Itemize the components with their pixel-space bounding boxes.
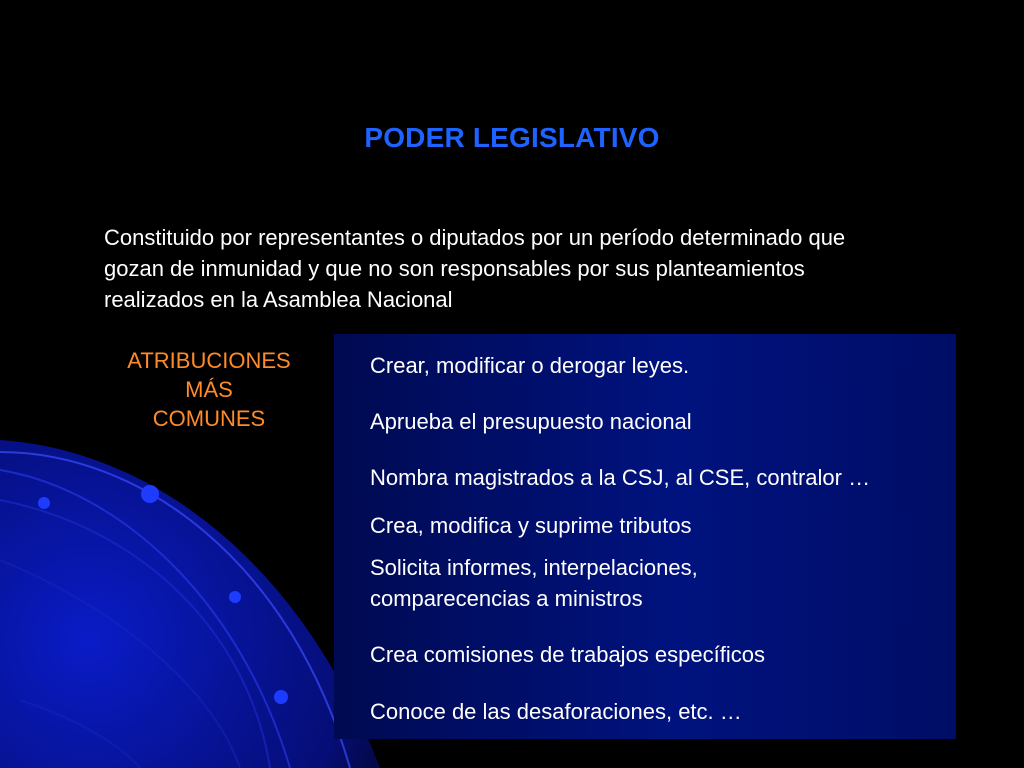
slide-title: PODER LEGISLATIVO bbox=[364, 122, 660, 153]
attribution-item bbox=[370, 406, 692, 437]
attribution-item bbox=[370, 510, 692, 541]
background-dot bbox=[229, 591, 241, 603]
attribution-line: Aprueba el presupuesto nacional bbox=[370, 409, 692, 434]
attribution-item bbox=[370, 552, 698, 614]
intro-line: realizados en la Asamblea Nacional bbox=[104, 287, 453, 312]
attributions-label bbox=[108, 346, 310, 433]
attribution-line: Crea comisiones de trabajos específicos bbox=[370, 642, 765, 667]
attributions-label-line: MÁS bbox=[185, 377, 233, 402]
attributions-label-line: COMUNES bbox=[152, 406, 266, 431]
attribution-item bbox=[370, 696, 742, 727]
attribution-item bbox=[370, 462, 870, 493]
background-dot bbox=[38, 497, 50, 509]
attribution-item bbox=[370, 639, 765, 670]
attribution-line: Crear, modificar o derogar leyes. bbox=[370, 353, 690, 378]
attribution-line: Conoce de las desaforaciones, etc. … bbox=[370, 699, 742, 724]
intro-text bbox=[104, 222, 984, 315]
attribution-line: Solicita informes, interpelaciones, bbox=[370, 555, 698, 580]
attributions-box bbox=[334, 334, 956, 739]
attribution-item bbox=[370, 350, 689, 381]
attribution-line: comparecencias a ministros bbox=[370, 586, 643, 611]
intro-line: Constituido por representantes o diputados por un período determinado que bbox=[104, 225, 846, 250]
attributions-label-line: ATRIBUCIONES bbox=[127, 348, 291, 373]
background-dot bbox=[274, 690, 288, 704]
intro-line: gozan de inmunidad y que no son responsables por sus planteamientos bbox=[104, 256, 805, 281]
attribution-line: Nombra magistrados a la CSJ, al CSE, contralor … bbox=[370, 465, 871, 490]
attribution-line: Crea, modifica y suprime tributos bbox=[370, 513, 692, 538]
background-dot bbox=[141, 485, 159, 503]
